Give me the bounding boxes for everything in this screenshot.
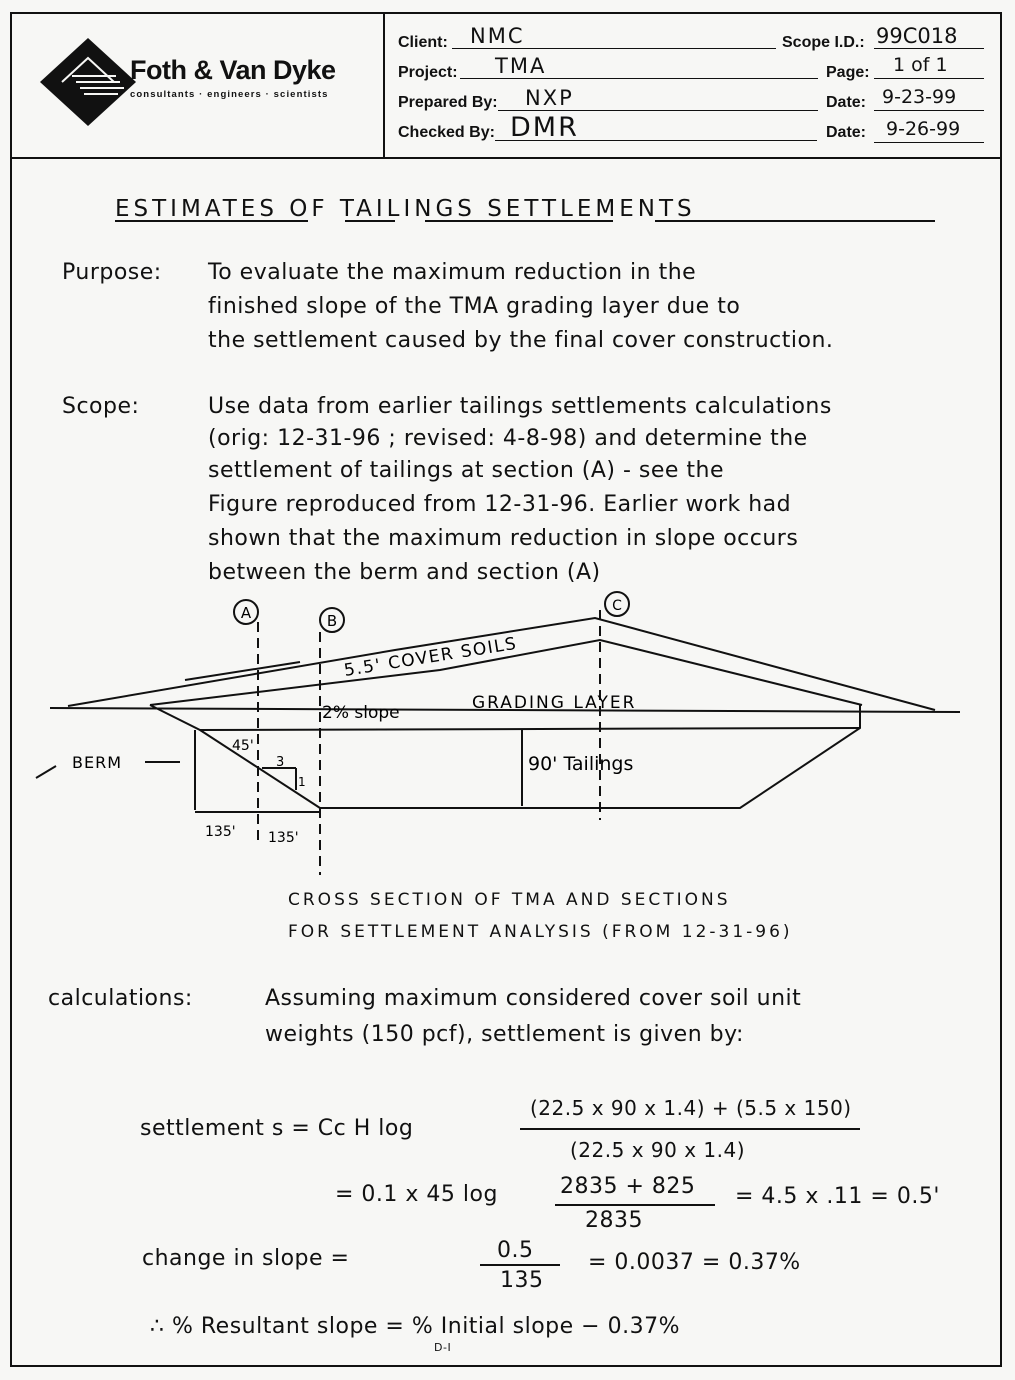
client-label: Client: bbox=[398, 34, 448, 51]
title-underline-2 bbox=[345, 220, 395, 222]
settlement-step-denominator: 2835 bbox=[585, 1208, 643, 1233]
scope-id-line bbox=[874, 48, 984, 49]
berm-slope-line bbox=[200, 730, 320, 808]
change-in-slope-lhs: change in slope = bbox=[142, 1246, 350, 1271]
foth-van-dyke-logo-icon bbox=[38, 36, 138, 128]
resultant-slope-line: ∴ % Resultant slope = % Initial slope − 0.37% bbox=[150, 1314, 680, 1339]
dim-45-label: 45' bbox=[232, 738, 254, 754]
dim-135-right-label: 135' bbox=[268, 830, 299, 846]
prepared-by-label: Prepared By: bbox=[398, 94, 498, 111]
page-line bbox=[874, 78, 984, 79]
checked-by-label: Checked By: bbox=[398, 124, 495, 141]
settlement-step-bar bbox=[555, 1204, 715, 1206]
company-tagline: consultants · engineers · scientists bbox=[130, 89, 329, 100]
grading-layer-label: GRADING LAYER bbox=[472, 693, 637, 713]
calculations-line-1: Assuming maximum considered cover soil unit bbox=[265, 986, 802, 1011]
date-prepared-label: Date: bbox=[826, 94, 867, 111]
title-underline-1 bbox=[115, 220, 308, 222]
project-line bbox=[460, 78, 818, 79]
scope-line-5: shown that the maximum reduction in slope occurs bbox=[208, 526, 799, 551]
title-underline-3 bbox=[425, 220, 613, 222]
figure-caption-line-1: CROSS SECTION OF TMA AND SECTIONS bbox=[288, 890, 731, 910]
cover-soils-label: 5.5' COVER SOILS bbox=[342, 633, 519, 681]
header-divider bbox=[383, 12, 385, 159]
date-prepared-value: 9-23-99 bbox=[882, 86, 957, 108]
section-c-label: C bbox=[612, 598, 622, 614]
section-a-label: A bbox=[240, 604, 252, 622]
settlement-formula-numerator: (22.5 x 90 x 1.4) + (5.5 x 150) bbox=[530, 1096, 852, 1120]
scope-id-label: Scope I.D.: bbox=[782, 34, 865, 51]
calculations-line-2: weights (150 pcf), settlement is given by: bbox=[265, 1022, 744, 1047]
scope-line-2: (orig: 12-31-96 ; revised: 4-8-98) and determine the bbox=[208, 426, 808, 451]
calculations-label: calculations: bbox=[48, 986, 193, 1011]
settlement-formula-lhs: settlement s = Cc H log bbox=[140, 1116, 414, 1141]
scope-id-value: 99C018 bbox=[876, 24, 958, 48]
scope-line-3: settlement of tailings at section (A) - see the bbox=[208, 458, 725, 483]
scope-line-6: between the berm and section (A) bbox=[208, 560, 601, 585]
date-checked-value: 9-26-99 bbox=[886, 118, 961, 140]
slope-label: 2% slope bbox=[322, 703, 400, 723]
project-value: TMA bbox=[495, 54, 547, 78]
resultant-slope-note: D-I bbox=[434, 1341, 452, 1354]
change-in-slope-bar bbox=[480, 1264, 560, 1266]
change-in-slope-rhs: = 0.0037 = 0.37% bbox=[588, 1250, 801, 1275]
dim-3-label: 3 bbox=[276, 755, 285, 770]
scope-label: Scope: bbox=[62, 394, 140, 419]
section-b-label: B bbox=[326, 612, 338, 630]
date-prepared-line bbox=[874, 110, 984, 111]
page-value: 1 of 1 bbox=[893, 54, 948, 76]
purpose-line-2: finished slope of the TMA grading layer due to bbox=[208, 294, 741, 319]
berm-label: BERM bbox=[72, 753, 123, 772]
project-label: Project: bbox=[398, 64, 458, 81]
purpose-label: Purpose: bbox=[62, 260, 162, 285]
cover-thickness-stroke bbox=[185, 662, 300, 680]
date-checked-line bbox=[874, 142, 984, 143]
settlement-fraction-bar bbox=[520, 1128, 860, 1130]
client-line bbox=[452, 48, 776, 49]
purpose-line-3: the settlement caused by the final cover construction. bbox=[208, 328, 834, 353]
settlement-step-rhs: = 4.5 x .11 = 0.5' bbox=[735, 1184, 940, 1209]
page-title: ESTIMATES OF TAILINGS SETTLEMENTS bbox=[115, 196, 696, 222]
settlement-formula-denominator: (22.5 x 90 x 1.4) bbox=[570, 1138, 745, 1162]
page-label: Page: bbox=[826, 64, 870, 81]
change-in-slope-denominator: 135 bbox=[500, 1268, 544, 1293]
change-in-slope-numerator: 0.5 bbox=[497, 1238, 534, 1263]
checked-by-value: DMR bbox=[510, 112, 579, 143]
berm-left-arrow bbox=[36, 766, 56, 778]
cross-section-figure bbox=[0, 590, 1015, 890]
settlement-step-lhs: = 0.1 x 45 log bbox=[335, 1182, 498, 1207]
prepared-by-value: NXP bbox=[525, 86, 574, 110]
figure-caption-line-2: FOR SETTLEMENT ANALYSIS (FROM 12-31-96) bbox=[288, 922, 793, 942]
dim-1-label: 1 bbox=[298, 775, 306, 789]
scope-line-1: Use data from earlier tailings settlements calculations bbox=[208, 394, 832, 419]
settlement-step-numerator: 2835 + 825 bbox=[560, 1174, 696, 1199]
company-name: Foth & Van Dyke bbox=[130, 55, 336, 85]
scope-line-4: Figure reproduced from 12-31-96. Earlier work had bbox=[208, 492, 792, 517]
dim-135-left-label: 135' bbox=[205, 824, 236, 840]
title-underline-4 bbox=[655, 220, 935, 222]
purpose-line-1: To evaluate the maximum reduction in the bbox=[208, 260, 697, 285]
tailings-label: 90' Tailings bbox=[528, 753, 634, 775]
date-checked-label: Date: bbox=[826, 124, 867, 141]
client-value: NMC bbox=[470, 24, 525, 48]
prepared-by-line bbox=[498, 110, 818, 111]
